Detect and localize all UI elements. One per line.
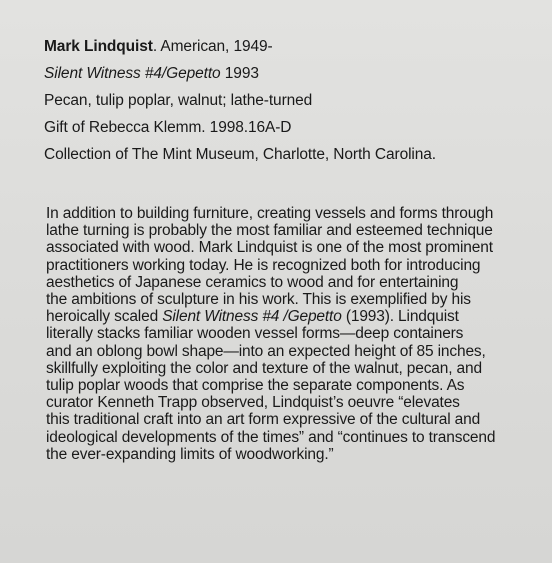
materials-line: Pecan, tulip poplar, walnut; lathe-turned: [44, 92, 313, 109]
artwork-year: 1993: [220, 65, 259, 82]
title-line: [44, 60, 534, 87]
paragraph-line: and an oblong bowl shape—into an expected height of 85 inches,: [46, 342, 486, 360]
artwork-title: Silent Witness #4/Gepetto: [44, 65, 221, 82]
artwork-header: [44, 33, 534, 168]
paragraph-line: skillfully exploiting the color and texture of the walnut, pecan, and: [46, 359, 482, 377]
paragraph-artwork-title: Silent Witness #4 /Gepetto: [162, 308, 342, 326]
paragraph-line: curator Kenneth Trapp observed, Lindquist’s oeuvre “elevates: [46, 394, 460, 412]
paragraph-line: literally stacks familiar wooden vessel forms—deep containers: [46, 325, 464, 343]
paragraph-text: heroically scaled: [46, 308, 163, 326]
credit-line: Gift of Rebecca Klemm. 1998.16A-D: [44, 119, 292, 136]
paragraph-line: In addition to building furniture, creating vessels and forms through: [46, 205, 494, 222]
paragraph-line: [46, 308, 526, 325]
paragraph-line: practitioners working today. He is recognized both for introducing: [46, 256, 481, 274]
paragraph-text: (1993). Lindquist: [341, 308, 459, 326]
paragraph-line: ideological developments of the times” and “continues to transcend: [46, 428, 496, 446]
paragraph-line: this traditional craft into an art form expressive of the cultural and: [46, 411, 481, 429]
paragraph-line: tulip poplar woods that comprise the separate components. As: [46, 377, 465, 395]
artist-nationality-dates: . American, 1949-: [152, 38, 273, 55]
paragraph-line: lathe turning is probably the most familiar and esteemed technique: [46, 222, 493, 240]
artist-line: [44, 33, 534, 60]
paragraph-line: aesthetics of Japanese ceramics to wood and for entertaining: [46, 273, 459, 291]
paragraph-line: the ambitions of sculpture in his work. This is exemplified by his: [46, 291, 471, 309]
collection-line: Collection of The Mint Museum, Charlotte, North Carolina.: [44, 146, 437, 163]
description-paragraph: [46, 205, 526, 463]
paragraph-line: the ever-expanding limits of woodworking.”: [46, 445, 334, 463]
paragraph-line: associated with wood. Mark Lindquist is one of the most prominent: [46, 239, 493, 257]
artist-name: Mark Lindquist: [44, 38, 153, 55]
